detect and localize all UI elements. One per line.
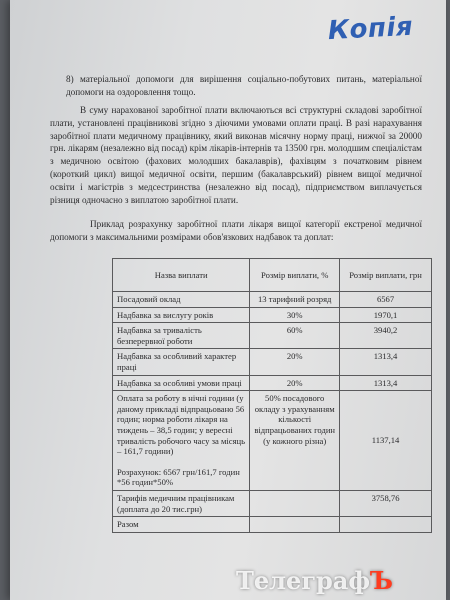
cell-name: Тарифів медичним працівникам (доплата до 20 тис.грн): [113, 490, 250, 516]
copy-stamp: Копія: [327, 11, 414, 47]
cell-percent: 60%: [250, 323, 340, 349]
cell-name-night: [113, 391, 250, 491]
cell-amount: 1313,4: [340, 375, 432, 391]
watermark-last-letter: Ъ: [370, 566, 393, 595]
header-payment-percent: Розмір виплати, %: [250, 259, 340, 292]
cell-name: Надбавка за особливі умови праці: [113, 375, 250, 391]
cell-amount: 3758,76: [340, 490, 432, 516]
cell-amount: 1137,14: [340, 391, 432, 491]
paragraph-1: 8) матеріальної допомоги для вирішення соціально-побутових питань, матеріальної допомоги на оздоровлення тощо.: [66, 74, 422, 97]
table-row: [113, 307, 432, 323]
table-header-row: [113, 259, 432, 292]
paragraph-3: Приклад розрахунку заробітної плати лікаря вищої категорії екстреної медичної допомоги з максимальними розмірами обов'язкових надбавок та доплат:: [50, 219, 422, 242]
cell-name: Надбавка за тривалість безперервної роботи: [113, 323, 250, 349]
cell-amount: 3940,2: [340, 323, 432, 349]
cell-name: Посадовий оклад: [113, 292, 250, 308]
cell-percent: 30%: [250, 307, 340, 323]
cell-amount: [340, 517, 432, 533]
table-row: [113, 349, 432, 375]
cell-name: Надбавка за вислугу років: [113, 307, 250, 323]
table-row: [113, 323, 432, 349]
cell-name: Надбавка за особливий характер праці: [113, 349, 250, 375]
cell-percent: 20%: [250, 375, 340, 391]
header-payment-name: Назва виплати: [113, 259, 250, 292]
document-page: [10, 0, 446, 600]
cell-percent: [250, 517, 340, 533]
table-row: [113, 490, 432, 516]
header-payment-uah: Розмір виплати, грн: [340, 259, 432, 292]
cell-percent: [250, 490, 340, 516]
night-hours-description: Оплата за роботу в нічні години (у даному прикладі відпрацьовано 56 годин; норма роботи лікаря на тиждень – 38,5 годин; у вересні тривалість робочого часу за місяць – 161,7 години): [117, 393, 246, 457]
table-row: [113, 375, 432, 391]
cell-amount: 6567: [340, 292, 432, 308]
paragraph-2: В суму нарахованої заробітної плати включаються всі структурні складові заробітної плати, установлені працівникові згідно з діючими умовами оплати праці. В разі нарахування заробітної плати медичному працівнику, який виконав місячну норму праці, нижчої за 20000 грн. лікарям (незалежно від посад) крім лікарів-інтернів та 13500 грн. молодшим спеціалістам з медичною освітою (фахових молодших бакалаврів), фахівцям з початковим рівнем (короткий цикл) вищої медичної освіти, першим (бакалаврський) рівнем вищої медичної освіти і магістрів з медсестринства (незалежно від посад), підприємством виплачується різниця одночасно з виплатою заробітної плати.: [50, 105, 422, 205]
telegraf-watermark: [236, 566, 393, 595]
cell-amount: 1970,1: [340, 307, 432, 323]
salary-table: [112, 258, 432, 533]
table-row: [113, 292, 432, 308]
calculation-note: Розрахунок: 6567 грн/161,7 годин *56 годин*50%: [117, 466, 240, 488]
cell-name: Разом: [113, 517, 250, 533]
watermark-main: Телеграф: [236, 566, 371, 595]
cell-percent: 50% посадового окладу з урахуванням кількості відпрацьованих годин (у кожного різна): [250, 391, 340, 491]
cell-amount: 1313,4: [340, 349, 432, 375]
table-row: [113, 517, 432, 533]
table-row: [113, 391, 432, 491]
cell-percent: 13 тарифний розряд: [250, 292, 340, 308]
cell-percent: 20%: [250, 349, 340, 375]
